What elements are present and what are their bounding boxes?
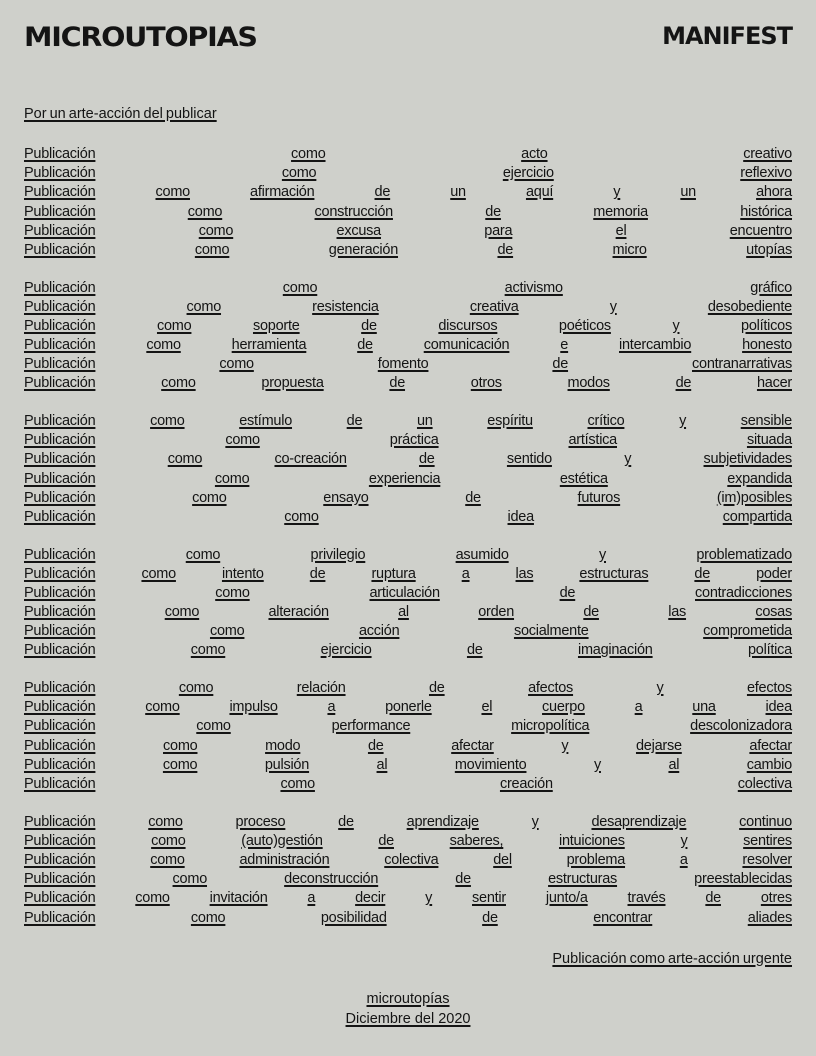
manifesto-word: un [416, 413, 433, 430]
manifesto-word: orden [478, 604, 515, 621]
manifesto-word: como [162, 756, 198, 773]
closing-line: Publicación como arte-acción urgente [552, 951, 792, 967]
manifesto-word: comprometida [703, 623, 792, 640]
manifesto-word: como [151, 832, 186, 849]
manifesto-word: como [194, 241, 230, 258]
manifesto-word: performance [331, 718, 411, 735]
manifesto-word: contradicciones [695, 584, 792, 601]
manifesto-word: de [466, 642, 483, 659]
manifesto-word: utopías [746, 241, 792, 258]
manifesto-word: afectar [451, 737, 494, 754]
manifesto-word: Publicación [24, 718, 96, 735]
manifesto-word: articulación [369, 584, 440, 601]
manifesto-word: estética [559, 470, 608, 487]
intro-line: Por un arte-acción del publicar [24, 106, 217, 122]
manifesto-line [24, 584, 792, 603]
manifesto-word: y [609, 298, 617, 315]
manifesto-word: crítico [587, 413, 625, 430]
manifesto-word: Publicación [24, 203, 96, 220]
manifesto-word: de [357, 337, 373, 354]
manifesto-word: colectiva [384, 851, 439, 868]
manifesto-line [24, 679, 792, 698]
manifesto-word: resistencia [312, 298, 379, 315]
manifesto-line [24, 641, 792, 660]
manifesto-word: saberes, [449, 832, 504, 849]
manifesto-word: ejercicio [502, 165, 554, 182]
manifesto-word: Publicación [24, 432, 96, 449]
manifesto-word: como [135, 890, 170, 907]
manifesto-line [24, 317, 792, 336]
manifesto-word: políticos [741, 317, 792, 334]
manifesto-word: ruptura [371, 565, 416, 582]
manifesto-word: hacer [756, 375, 792, 392]
manifesto-word: herramienta [231, 337, 307, 354]
manifesto-word: dejarse [635, 737, 682, 754]
manifesto-word: como [185, 546, 221, 563]
signature-block [0, 990, 816, 1029]
manifesto-word: de [485, 203, 501, 220]
manifesto-line [24, 565, 792, 584]
manifesto-word: efectos [746, 680, 792, 697]
manifesto-word: subjetividades [703, 451, 792, 468]
manifesto-line [24, 909, 792, 928]
manifesto-word: colectiva [737, 776, 792, 792]
manifesto-line [24, 756, 792, 775]
manifesto-line [24, 603, 792, 622]
manifesto-word: posibilidad [320, 909, 387, 926]
manifesto-word: como [150, 413, 185, 430]
manifesto-line [24, 336, 792, 355]
manifesto-word: como [141, 565, 176, 582]
manifesto-word: Publicación [24, 222, 96, 239]
manifesto-word: Publicación [24, 337, 96, 354]
manifesto-word: como [172, 871, 208, 888]
manifesto-word: imaginación [577, 642, 653, 659]
manifesto-word: construcción [314, 203, 393, 220]
manifesto-word: otres [760, 890, 792, 907]
manifesto-word: ejercicio [320, 642, 372, 659]
manifesto-word: Publicación [24, 890, 96, 907]
manifesto-word: y [561, 737, 569, 754]
manifesto-word: como [186, 298, 222, 315]
manifesto-line [24, 279, 792, 298]
manifesto-word: Publicación [24, 565, 96, 582]
brand-title: MICROUTOPIAS [24, 22, 257, 53]
manifesto-word: Publicación [24, 165, 96, 182]
manifesto-line [24, 832, 792, 851]
manifesto-word: decir [355, 890, 386, 907]
manifesto-word: intuiciones [558, 832, 625, 849]
manifesto-word: a [679, 851, 688, 868]
manifesto-word: y [593, 756, 601, 773]
manifesto-word: poéticos [558, 317, 611, 334]
manifesto-word: acto [521, 146, 548, 162]
manifesto-word: Publicación [24, 680, 96, 697]
manifesto-line [24, 508, 792, 527]
manifesto-word: Publicación [24, 642, 96, 659]
manifesto-word: Publicación [24, 184, 96, 201]
manifesto-word: desobediente [707, 298, 792, 315]
manifesto-word: intento [221, 565, 264, 582]
manifesto-word: alteración [268, 604, 329, 621]
manifesto-word: del [493, 851, 512, 868]
manifesto-word: reflexivo [740, 165, 792, 182]
manifesto-word: de [465, 489, 481, 506]
manifesto-word: al [668, 756, 680, 773]
manifesto-word: invitación [209, 890, 268, 907]
manifesto-word: un [450, 184, 466, 201]
manifesto-word: sensible [740, 413, 792, 430]
manifesto-word: las [515, 565, 534, 582]
manifesto-word: Publicación [24, 737, 96, 754]
manifesto-word: de [428, 680, 445, 697]
manifesto-word: encuentro [729, 222, 792, 239]
manifesto-word: Publicación [24, 699, 96, 716]
manifesto-word: como [225, 432, 260, 449]
manifesto-word: situada [746, 432, 792, 449]
manifesto-word: de [559, 584, 576, 601]
manifesto-word: deconstrucción [284, 871, 379, 888]
manifesto-body [24, 145, 792, 946]
manifesto-word: activismo [504, 279, 563, 296]
manifesto-word: como [215, 584, 250, 601]
manifesto-word: creativo [743, 146, 792, 162]
manifesto-word: ahora [756, 184, 792, 201]
manifesto-line [24, 717, 792, 736]
manifesto-word: creativa [469, 298, 519, 315]
manifesto-word: junto/a [545, 890, 588, 907]
manifesto-word: y [425, 890, 433, 907]
manifesto-word: como [164, 604, 200, 621]
manifesto-word: ensayo [323, 489, 369, 506]
manifesto-line [24, 241, 792, 260]
stanza [24, 279, 792, 394]
manifesto-word: Publicación [24, 241, 96, 258]
manifesto-word: Publicación [24, 871, 96, 888]
manifesto-line [24, 222, 792, 241]
manifesto-word: y [531, 813, 539, 830]
manifesto-word: impulso [229, 699, 278, 716]
manifesto-word: experiencia [368, 470, 441, 487]
manifesto-word: al [376, 756, 388, 773]
manifesto-word: como [198, 222, 234, 239]
manifesto-word: otros [470, 375, 502, 392]
manifesto-word: creación [499, 776, 553, 792]
manifesto-word: de [552, 356, 569, 373]
manifesto-word: administración [239, 851, 330, 868]
manifesto-line [24, 851, 792, 870]
manifesto-line [24, 889, 792, 908]
manifesto-word: y [624, 451, 632, 468]
manifesto-word: preestablecidas [694, 871, 792, 888]
manifesto-word: como [219, 356, 254, 373]
manifesto-line [24, 775, 792, 794]
manifesto-word: y [680, 832, 688, 849]
manifesto-word: Publicación [24, 546, 96, 563]
manifesto-word: de [309, 565, 326, 582]
manifesto-word: afirmación [250, 184, 315, 201]
manifesto-word: como [148, 813, 183, 830]
manifesto-line [24, 183, 792, 202]
manifesto-word: como [146, 337, 181, 354]
manifesto-word: Publicación [24, 451, 96, 468]
manifesto-word: idea [765, 699, 792, 716]
manifesto-line [24, 813, 792, 832]
stanza [24, 813, 792, 928]
manifesto-word: como [156, 317, 192, 334]
manifesto-word: ponerle [385, 699, 432, 716]
manifesto-word: cambio [746, 756, 792, 773]
manifesto-word: espíritu [487, 413, 533, 430]
manifesto-word: soporte [252, 317, 300, 334]
manifesto-word: memoria [593, 203, 648, 220]
manifesto-line [24, 431, 792, 450]
manifesto-word: asumido [455, 546, 509, 563]
manifesto-word: desaprendizaje [591, 813, 687, 830]
manifesto-word: co-creación [274, 451, 347, 468]
manifesto-word: propuesta [261, 375, 324, 392]
manifesto-word: aquí [525, 184, 554, 201]
manifesto-word: e [560, 337, 569, 354]
manifesto-word: encontrar [593, 909, 653, 926]
manifesto-word: Publicación [24, 317, 96, 334]
manifesto-word: compartida [722, 508, 792, 525]
manifesto-line [24, 622, 792, 641]
manifesto-word: de [367, 737, 384, 754]
manifesto-word: privilegio [310, 546, 366, 563]
manifesto-word: estructuras [548, 871, 618, 888]
manifesto-word: de [675, 375, 692, 392]
manifesto-word: acción [358, 623, 400, 640]
manifesto-word: como [214, 470, 250, 487]
manifesto-line [24, 203, 792, 222]
manifesto-word: (im)posibles [716, 489, 792, 506]
manifesto-line [24, 737, 792, 756]
manifesto-word: como [145, 699, 180, 716]
manifesto-word: el [615, 222, 627, 239]
manifesto-word: Publicación [24, 813, 96, 830]
manifesto-word: histórica [740, 203, 792, 220]
manifesto-word: sentir [472, 890, 506, 907]
manifesto-line [24, 698, 792, 717]
manifesto-word: Publicación [24, 832, 96, 849]
manifesto-word: a [461, 565, 470, 582]
manifesto-word: como [187, 203, 223, 220]
manifesto-line [24, 145, 792, 164]
manifesto-word: política [747, 642, 792, 659]
manifesto-word: las [668, 604, 687, 621]
manifesto-word: poder [756, 565, 792, 582]
manifesto-word: Publicación [24, 623, 96, 640]
manifesto-word: de [583, 604, 599, 621]
manifesto-word: sentires [743, 832, 792, 849]
signature-name: microutopías [366, 991, 450, 1007]
manifesto-word: como [161, 375, 196, 392]
manifesto-word: resolver [742, 851, 792, 868]
manifesto-word: como [190, 909, 226, 926]
manifesto-word: cosas [755, 604, 792, 621]
manifesto-word: de [361, 317, 377, 334]
manifesto-word: modo [265, 737, 301, 754]
manifesto-word: Publicación [24, 356, 96, 373]
manifesto-word: excusa [336, 222, 381, 239]
manifesto-word: través [627, 890, 666, 907]
manifesto-word: como [163, 737, 198, 754]
manifesto-word: como [280, 776, 315, 792]
manifesto-word: descolonizadora [690, 718, 792, 735]
manifesto-line [24, 870, 792, 889]
manifesto-word: de [346, 413, 363, 430]
manifesto-word: idea [507, 508, 534, 525]
manifesto-word: discursos [438, 317, 498, 334]
manifesto-word: Publicación [24, 470, 96, 487]
manifesto-line [24, 355, 792, 374]
manifesto-word: Publicación [24, 604, 96, 621]
manifesto-word: Publicación [24, 375, 96, 392]
manifesto-word: Publicación [24, 584, 96, 601]
manifesto-word: generación [328, 241, 399, 258]
manifesto-word: fomento [377, 356, 429, 373]
manifesto-word: proceso [235, 813, 286, 830]
manifesto-word: de [694, 565, 711, 582]
manifesto-word: y [599, 546, 606, 563]
manifesto-word: como [196, 718, 231, 735]
manifesto-word: y [613, 184, 621, 201]
manifesto-word: sentido [506, 451, 552, 468]
manifesto-word: como [155, 184, 190, 201]
manifesto-word: Publicación [24, 508, 96, 525]
manifesto-line [24, 298, 792, 317]
manifesto-word: movimiento [454, 756, 527, 773]
manifesto-line [24, 412, 792, 431]
manifesto-word: estructuras [579, 565, 649, 582]
manifesto-word: Publicación [24, 279, 96, 296]
manifesto-line [24, 164, 792, 183]
manifesto-word: de [482, 909, 498, 926]
manifesto-word: comunicación [423, 337, 510, 354]
manifesto-word: Publicación [24, 851, 96, 868]
manifesto-word: afectar [749, 737, 792, 754]
manifesto-word: Publicación [24, 756, 96, 773]
manifesto-word: como [178, 680, 214, 697]
manifesto-word: estímulo [239, 413, 293, 430]
manifesto-word: de [378, 832, 394, 849]
manifesto-word: Publicación [24, 489, 96, 506]
manifesto-word: de [418, 451, 435, 468]
manifesto-word: micro [612, 241, 647, 258]
manifesto-word: artística [568, 432, 617, 449]
manifesto-word: aprendizaje [406, 813, 479, 830]
manifesto-word: de [338, 813, 354, 830]
manifesto-word: Publicación [24, 298, 96, 315]
signature-date: Diciembre del 2020 [345, 1010, 471, 1027]
manifesto-word: (auto)gestión [241, 832, 323, 849]
manifesto-word: pulsión [264, 756, 310, 773]
manifesto-word: de [374, 184, 391, 201]
stanza [24, 679, 792, 794]
manifesto-line [24, 450, 792, 469]
manifesto-word: y [656, 680, 664, 697]
manifesto-word: intercambio [619, 337, 692, 354]
manifesto-word: una [692, 699, 716, 716]
manifesto-word: gráfico [750, 279, 792, 296]
manifesto-word: problematizado [696, 546, 792, 563]
manifesto-word: micropolítica [511, 718, 590, 735]
manifesto-word: contranarrativas [692, 356, 792, 373]
manifesto-word: el [481, 699, 493, 716]
stanza [24, 145, 792, 260]
manifesto-word: como [167, 451, 203, 468]
manifesto-word: de [455, 871, 471, 888]
manifesto-word: como [291, 146, 326, 162]
manifesto-word: Publicación [24, 146, 96, 162]
manifesto-word: como [284, 508, 319, 525]
manifesto-word: un [680, 184, 696, 201]
manifesto-word: afectos [528, 680, 574, 697]
manifesto-word: para [484, 222, 513, 239]
manifesto-line [24, 470, 792, 489]
manifesto-word: y [672, 317, 680, 334]
manifesto-word: como [209, 623, 245, 640]
manifesto-word: como [150, 851, 185, 868]
manifesto-word: Publicación [24, 413, 96, 430]
manifesto-word: al [398, 604, 409, 621]
manifesto-word: como [190, 642, 226, 659]
manifesto-word: a [634, 699, 643, 716]
manifesto-word: relación [296, 680, 346, 697]
manifesto-word: cuerpo [542, 699, 585, 716]
stanza [24, 412, 792, 527]
manifesto-word: como [281, 165, 317, 182]
manifesto-word: Publicación [24, 909, 96, 926]
manifesto-word: socialmente [513, 623, 589, 640]
manifesto-word: de [705, 890, 721, 907]
manifesto-line [24, 489, 792, 508]
manifesto-line [24, 374, 792, 393]
manifesto-word: problema [566, 851, 626, 868]
manifesto-line [24, 546, 792, 565]
manifesto-word: modos [567, 375, 610, 392]
manifesto-word: continuo [739, 813, 792, 830]
manifesto-word: y [679, 413, 687, 430]
manifesto-word: honesto [742, 337, 792, 354]
stanza [24, 546, 792, 661]
manifesto-word: como [192, 489, 227, 506]
manifesto-word: de [497, 241, 514, 258]
manifesto-word: Publicación [24, 776, 96, 792]
manifesto-word: a [327, 699, 336, 716]
manifesto-word: práctica [389, 432, 439, 449]
manifesto-word: de [389, 375, 406, 392]
document-type-label: MANIFEST [662, 22, 792, 50]
manifesto-word: a [307, 890, 316, 907]
manifesto-word: expandida [727, 470, 792, 487]
manifesto-word: futuros [577, 489, 621, 506]
manifesto-word: como [282, 279, 318, 296]
manifesto-word: aliades [747, 909, 792, 926]
